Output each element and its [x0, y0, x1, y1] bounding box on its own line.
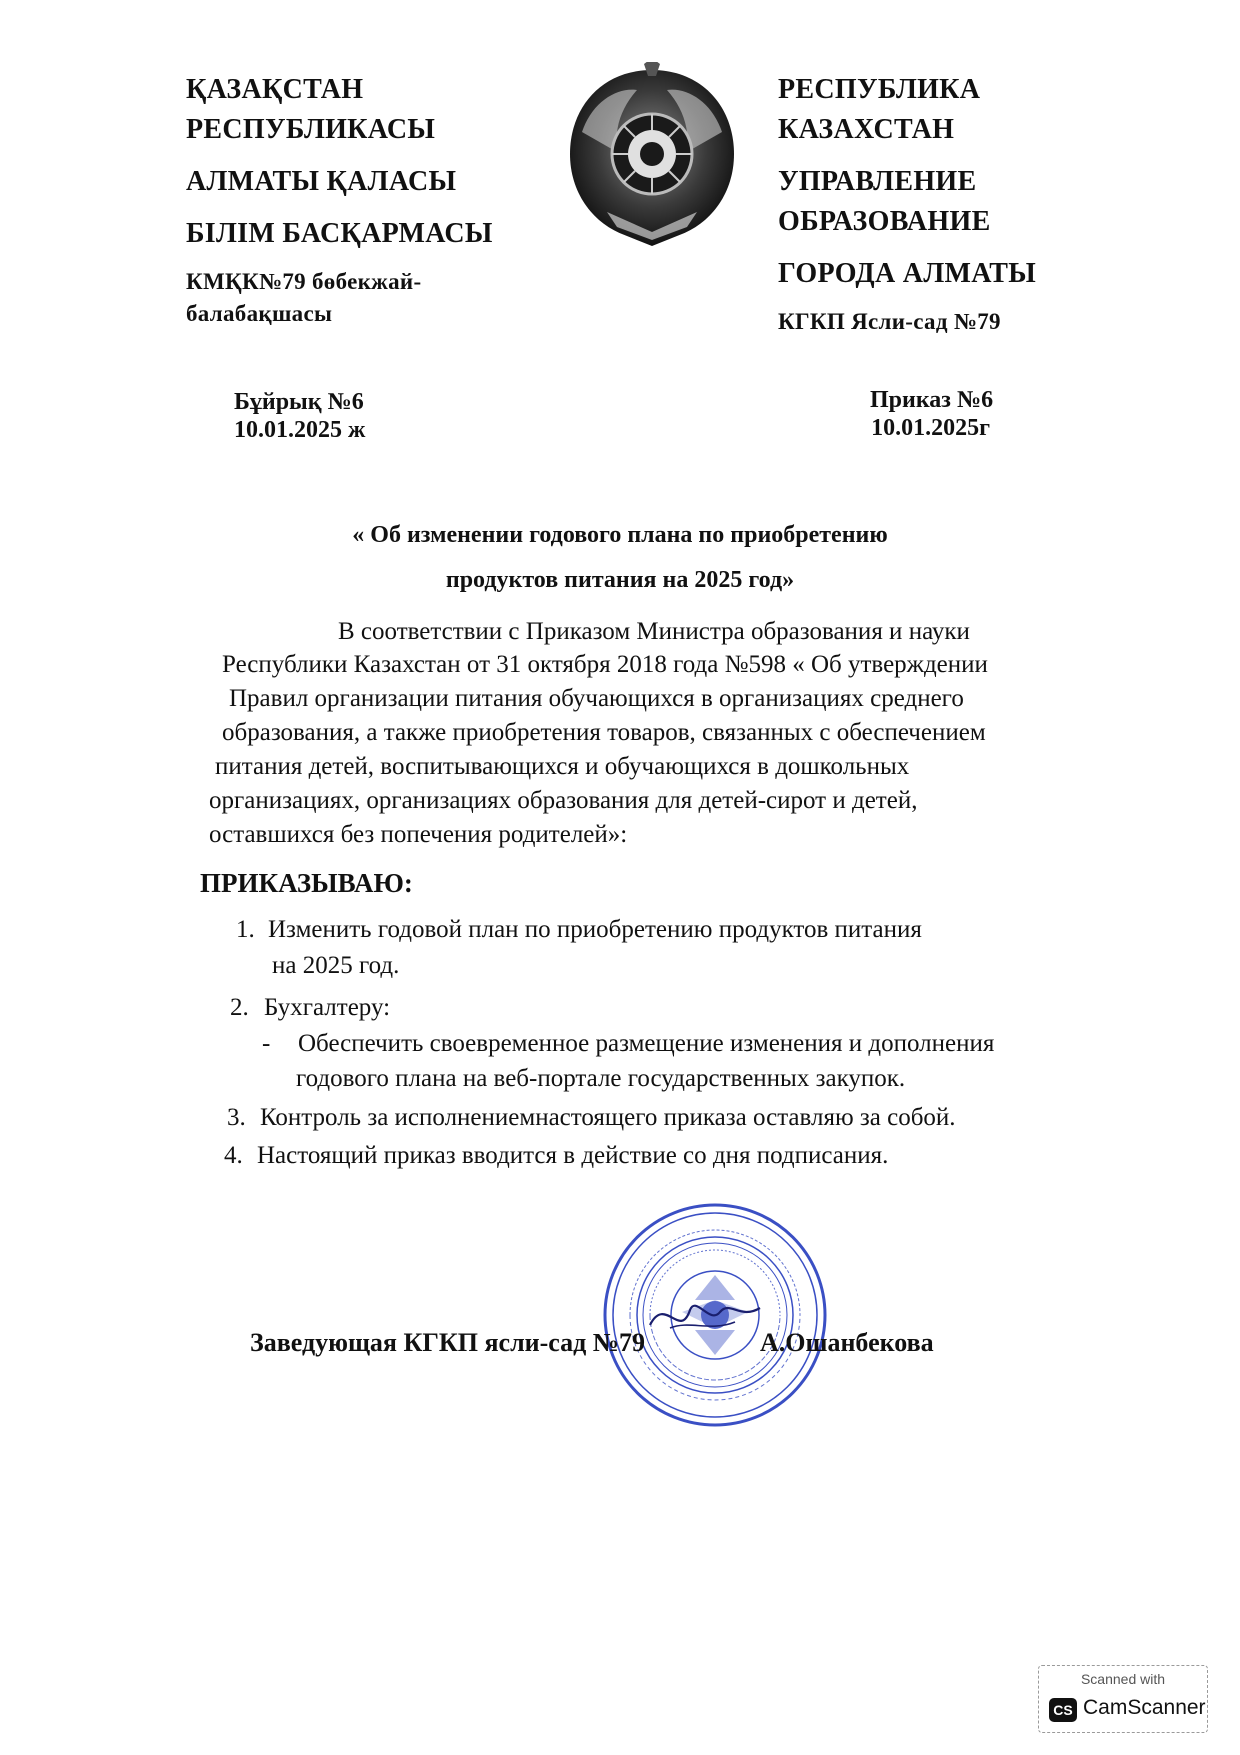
document-title-line2: продуктов питания на 2025 год» — [445, 567, 795, 593]
header-kk-line4: БІЛІМ БАСҚАРМАСЫ — [186, 218, 493, 249]
camscanner-caption: Scanned with — [1080, 1671, 1166, 1687]
order-kk-number: Бұйрық №6 — [234, 389, 364, 415]
order-number-russian — [870, 386, 994, 442]
preamble-line: Республики Казахстан от 31 октября 2018 года №598 « Об утверждении — [222, 651, 988, 678]
command-heading: ПРИКАЗЫВАЮ: — [200, 868, 413, 898]
document-title-line1: « Об изменении годового плана по приобретению — [352, 522, 888, 548]
order-ru-date: 10.01.2025г — [871, 415, 990, 441]
item-2-number: 2. — [230, 994, 249, 1021]
item-1-text: Изменить годовой план по приобретению продуктов питания — [268, 916, 922, 943]
camscanner-logo-icon: CS — [1049, 1698, 1077, 1722]
header-ru-line4: ОБРАЗОВАНИЕ — [778, 206, 991, 237]
header-kk-line2: РЕСПУБЛИКАСЫ — [186, 114, 436, 145]
item-4-text: Настоящий приказ вводится в действие со дня подписания. — [257, 1142, 889, 1169]
item-1-text-cont: на 2025 год. — [272, 952, 400, 979]
item-2-text: Бухгалтеру: — [264, 994, 391, 1021]
item-2-sub-text: Обеспечить своевременное размещение изменения и дополнения — [298, 1030, 995, 1057]
header-kk-line6: балабақшасы — [186, 301, 333, 326]
header-kk-line1: ҚАЗАҚСТАН — [186, 74, 364, 105]
camscanner-name: CamScanner — [1083, 1696, 1206, 1719]
state-emblem-icon — [562, 62, 742, 252]
preamble-line: образования, а также приобретения товаров, связанных с обеспечением — [222, 719, 986, 746]
signature-position: Заведующая КГКП ясли-сад №79 — [250, 1328, 645, 1357]
header-kk-line5: КМҚК№79 бөбекжай- — [186, 269, 422, 294]
preamble-line: организациях, организациях образования для детей-сирот и детей, — [209, 787, 918, 814]
preamble-line: оставшихся без попечения родителей»: — [209, 821, 628, 848]
item-3-number: 3. — [227, 1104, 246, 1131]
header-kazakh — [186, 70, 526, 330]
order-number-kazakh — [234, 388, 365, 444]
header-ru-line1: РЕСПУБЛИКА — [778, 74, 981, 105]
item-1-number: 1. — [236, 916, 255, 943]
item-3-text: Контроль за исполнениемнастоящего приказа оставляю за собой. — [260, 1104, 956, 1131]
item-4-number: 4. — [224, 1142, 243, 1169]
item-2-sub-text-cont: годового плана на веб-портале государственных закупок. — [296, 1065, 906, 1092]
header-ru-line3: УПРАВЛЕНИЕ — [778, 166, 977, 197]
official-stamp-icon — [600, 1200, 830, 1430]
header-ru-line5: ГОРОДА АЛМАТЫ — [778, 258, 1037, 289]
order-kk-date: 10.01.2025 ж — [234, 417, 366, 443]
header-ru-line2: КАЗАХСТАН — [778, 114, 955, 145]
camscanner-badge — [1038, 1665, 1208, 1733]
order-ru-number: Приказ №6 — [870, 387, 994, 413]
preamble-line: питания детей, воспитывающихся и обучающихся в дошкольных — [215, 753, 910, 780]
preamble-line: В соответствии с Приказом Министра образования и науки — [338, 618, 970, 645]
item-2-dash: - — [262, 1030, 271, 1057]
header-russian — [778, 70, 1098, 338]
header-kk-line3: АЛМАТЫ ҚАЛАСЫ — [186, 166, 457, 197]
header-ru-line6: КГКП Ясли-сад №79 — [778, 309, 1001, 334]
signature-name: А.Ошанбекова — [760, 1328, 934, 1357]
preamble-line: Правил организации питания обучающихся в организациях среднего — [229, 685, 964, 712]
